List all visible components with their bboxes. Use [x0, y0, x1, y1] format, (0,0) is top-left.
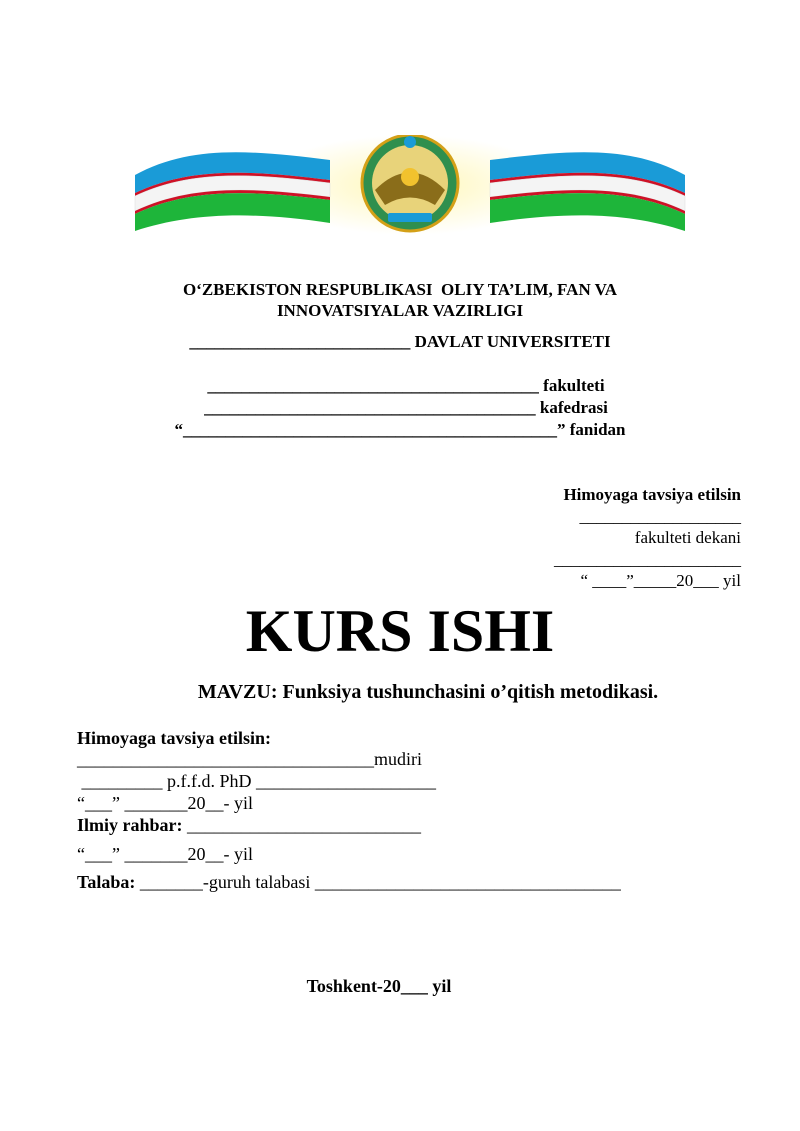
approval-top-signature-line: ___________________	[579, 507, 741, 526]
approval-date-1: “___” _______20__- yil	[77, 793, 253, 813]
ministry-line-2: INNOVATSIYALAR VAZIRLIGI	[276, 301, 524, 320]
national-emblem-flag-banner	[130, 135, 690, 235]
subject-line: “____________________________________________” fanidan	[174, 420, 626, 439]
student-row	[77, 871, 621, 893]
approval-date-2: “___” _______20__- yil	[77, 844, 253, 864]
department-line: _______________________________________ kafedrasi	[204, 398, 608, 417]
student-line: _______-guruh talabasi __________________________________	[135, 872, 621, 892]
supervisor-line: __________________________	[182, 815, 421, 835]
dean-signature-line: ______________________	[554, 550, 741, 569]
student-label: Talaba:	[77, 872, 136, 892]
footer-city-year: Toshkent-20___ yil	[306, 976, 452, 996]
head-signature-line: _________________________________mudiri	[77, 749, 422, 769]
dean-label: fakulteti dekani	[634, 528, 741, 547]
document-title: KURS ISHI	[245, 598, 555, 664]
degree-line: _________ p.f.f.d. PhD ____________________	[77, 771, 436, 791]
approval-bottom-title: Himoyaga tavsiya etilsin:	[77, 728, 271, 748]
university-line: __________________________ DAVLAT UNIVERSITETI	[189, 332, 611, 351]
supervisor-row	[77, 814, 421, 836]
faculty-line: _______________________________________ fakulteti	[207, 376, 605, 395]
ministry-line-1: O‘ZBEKISTON RESPUBLIKASI OLIY TA’LIM, FAN VA	[182, 280, 618, 299]
coat-of-arms-icon	[362, 135, 458, 231]
topic-line: MAVZU: Funksiya tushunchasini o’qitish metodikasi.	[197, 681, 659, 703]
approval-top-date: “ ____”_____20___ yil	[580, 571, 741, 590]
supervisor-label: Ilmiy rahbar:	[77, 815, 183, 835]
approval-top-title: Himoyaga tavsiya etilsin	[563, 485, 741, 504]
